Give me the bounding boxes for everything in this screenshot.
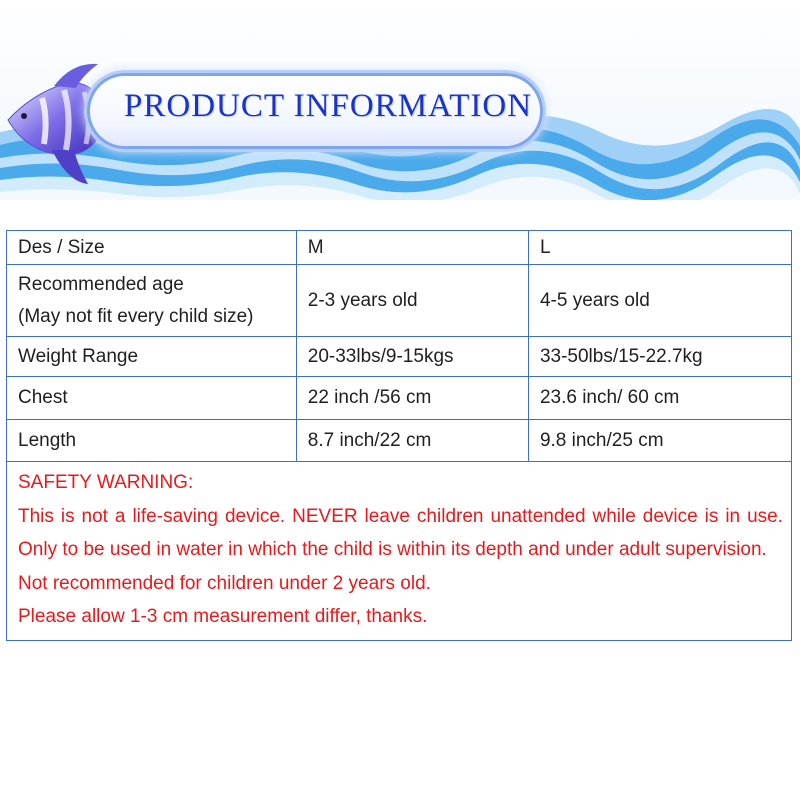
table-header-row <box>7 231 792 265</box>
row-label-recommended-age <box>7 265 297 337</box>
page-title: PRODUCT INFORMATION <box>124 88 533 124</box>
cell-age-l: 4-5 years old <box>528 265 791 337</box>
row-label-length: Length <box>7 420 297 462</box>
warning-paragraph: This is not a life-saving device. NEVER leave children unattended while device is in use. Only to be used in water in which the child is within its depth and under adult supervision. <box>18 505 783 560</box>
row-label-chest: Chest <box>7 377 297 420</box>
table-row <box>7 420 792 462</box>
size-spec-table <box>6 230 792 641</box>
safety-warning-row <box>7 462 792 641</box>
cell-weight-l: 33-50lbs/15-22.7kg <box>528 337 791 377</box>
cell-chest-m: 22 inch /56 cm <box>296 377 528 420</box>
warning-age-note: Not recommended for children under 2 years old. <box>18 572 431 594</box>
header-size-l: L <box>528 231 791 265</box>
warning-heading: SAFETY WARNING: <box>18 472 194 493</box>
header-size-m: M <box>296 231 528 265</box>
cell-length-m: 8.7 inch/22 cm <box>296 420 528 462</box>
header-des-size: Des / Size <box>7 231 297 265</box>
table-row <box>7 337 792 377</box>
cell-age-m: 2-3 years old <box>296 265 528 337</box>
warning-measurement-note: Please allow 1-3 cm measurement differ, thanks. <box>18 606 428 627</box>
table-row <box>7 377 792 420</box>
table-row <box>7 265 792 337</box>
fit-note-label: (May not fit every child size) <box>18 305 254 327</box>
row-label-weight: Weight Range <box>7 337 297 377</box>
safety-warning-cell <box>7 462 792 641</box>
cell-length-l: 9.8 inch/25 cm <box>528 420 791 462</box>
cell-weight-m: 20-33lbs/9-15kgs <box>296 337 528 377</box>
product-info-banner <box>0 0 800 200</box>
recommended-age-label: Recommended age <box>18 273 184 295</box>
cell-chest-l: 23.6 inch/ 60 cm <box>528 377 791 420</box>
